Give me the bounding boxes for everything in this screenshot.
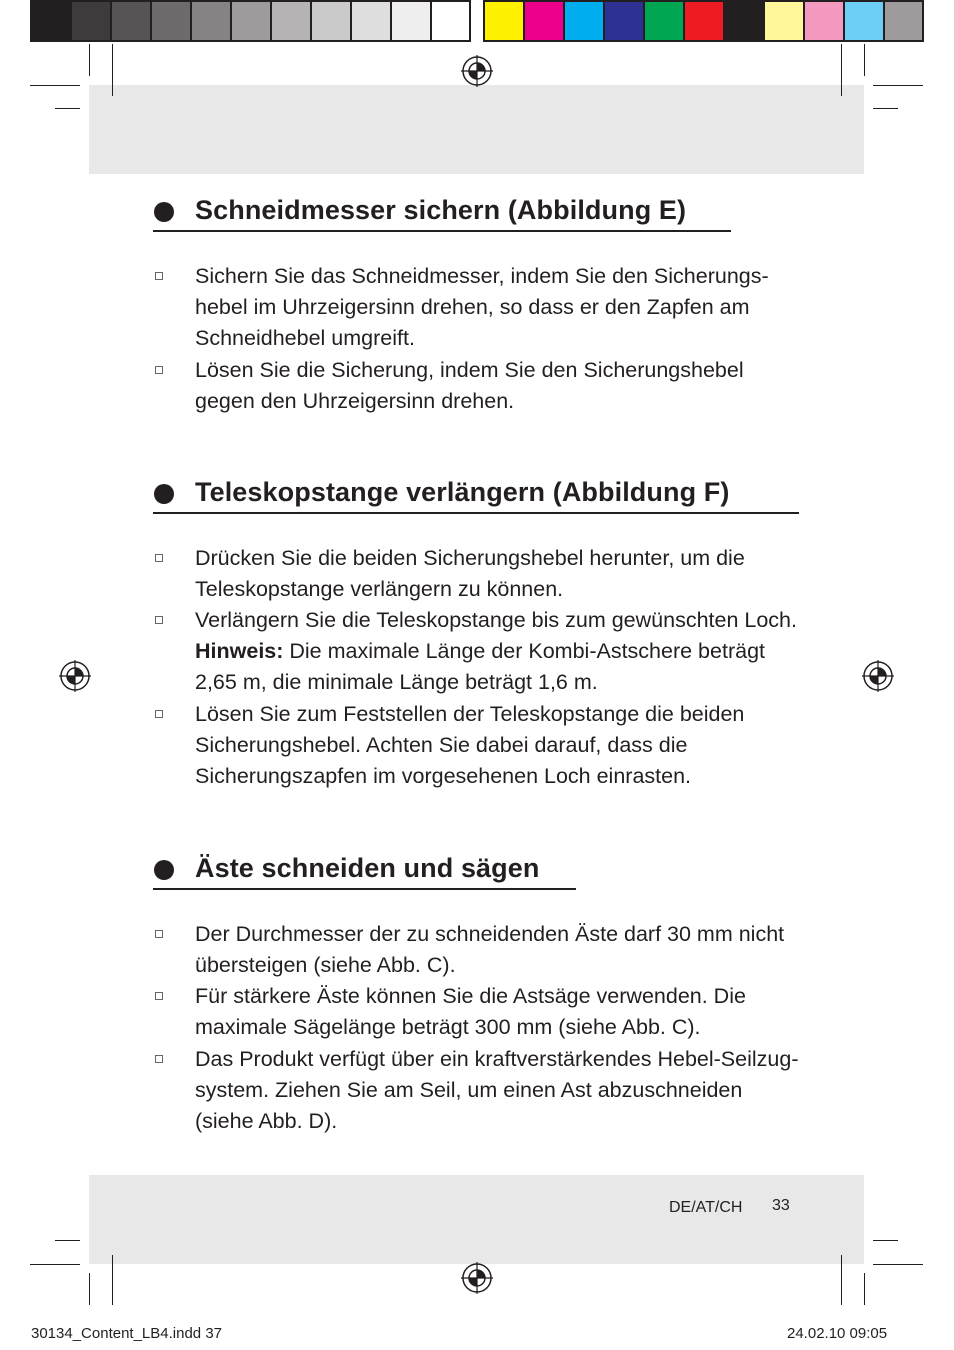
crop-mark (873, 85, 923, 86)
crop-mark (55, 1240, 80, 1241)
registration-mark-icon (461, 1262, 493, 1294)
process-color-bar (483, 0, 924, 42)
list-item-text: Für stärkere Äste können Sie die Astsäge verwenden. Die maximale Sägelänge beträgt 300 mm (siehe Abb. C). (195, 984, 746, 1040)
list-item-text: Der Durchmesser der zu schneidenden Äste darf 30 mm nicht übersteigen (siehe Abb. C). (195, 922, 785, 978)
gray-swatch (192, 2, 232, 40)
crop-mark (873, 1240, 898, 1241)
gray-swatch (312, 2, 352, 40)
header-band (89, 85, 864, 174)
grayscale-color-bar (30, 0, 471, 42)
magenta-swatch (525, 2, 565, 40)
section-title: Teleskopstange verlängern (Abbildung F) (195, 477, 730, 507)
checkbox-bullet-icon (155, 992, 163, 1000)
gray-swatch (72, 2, 112, 40)
crop-mark (30, 1264, 80, 1265)
crop-mark (841, 44, 842, 96)
black-swatch (725, 2, 765, 40)
slug-filename: 30134_Content_LB4.indd 37 (31, 1325, 223, 1342)
bullet-dot-icon (154, 484, 174, 504)
crop-mark (864, 44, 865, 76)
section-title: Schneidmesser sichern (Abbildung E) (195, 195, 687, 225)
note-text: Die maximale Länge der Kombi-Astschere beträgt 2,65 m, die minimale Länge beträgt 1,6 m. (195, 639, 765, 695)
crop-mark (30, 85, 80, 86)
heading-underline (153, 230, 731, 232)
list-item-text: Lösen Sie die Sicherung, indem Sie den Sicherungshebel gegen den Uhrzeigersinn drehen. (195, 358, 744, 414)
heading-underline (153, 888, 576, 890)
crop-mark (873, 1264, 923, 1265)
red-swatch (685, 2, 725, 40)
list-item-text: Lösen Sie zum Feststellen der Teleskopstange die beiden Sicherungshebel. Achten Sie dabei darauf, dass die Sicherungszapfen im vorgesehenen Loch einrasten. (195, 702, 745, 789)
checkbox-bullet-icon (155, 366, 163, 374)
crop-mark (841, 1255, 842, 1305)
registration-mark-icon (461, 55, 493, 87)
crop-mark (873, 108, 898, 109)
registration-mark-icon (862, 660, 894, 692)
section-title: Äste schneiden und sägen (195, 853, 540, 883)
crop-mark (112, 1255, 113, 1305)
crop-mark (55, 108, 80, 109)
crop-mark (89, 44, 90, 76)
gray-swatch (152, 2, 192, 40)
light-magenta-swatch (805, 2, 845, 40)
checkbox-bullet-icon (155, 930, 163, 938)
checkbox-bullet-icon (155, 616, 163, 624)
yellow-swatch (485, 2, 525, 40)
crop-mark (864, 1273, 865, 1305)
crop-mark (89, 1273, 90, 1305)
checkbox-bullet-icon (155, 554, 163, 562)
gray-swatch (272, 2, 312, 40)
checkbox-bullet-icon (155, 1055, 163, 1063)
cyan-swatch (565, 2, 605, 40)
list-item-text (195, 605, 815, 699)
blue-swatch (605, 2, 645, 40)
list-item-text-main: Verlängern Sie die Teleskopstange bis zum gewünschten Loch. (195, 608, 797, 632)
footer-band (89, 1175, 864, 1264)
bullet-dot-icon (154, 202, 174, 222)
list-item-text: Sichern Sie das Schneidmesser, indem Sie den Sicherungs- hebel im Uhrzeigersinn drehen, so dass er den Zapfen am Schneidhebel umgreift. (195, 264, 769, 351)
page-number: 33 (772, 1197, 790, 1214)
gray-swatch (885, 2, 922, 40)
bullet-dot-icon (154, 860, 174, 880)
light-cyan-swatch (845, 2, 885, 40)
gray-swatch (432, 2, 469, 40)
heading-underline (153, 512, 799, 514)
green-swatch (645, 2, 685, 40)
light-yellow-swatch (765, 2, 805, 40)
registration-mark-icon (59, 660, 91, 692)
note-label: Hinweis: (195, 639, 284, 664)
checkbox-bullet-icon (155, 710, 163, 718)
gray-swatch (32, 2, 72, 40)
list-item-text: Drücken Sie die beiden Sicherungshebel herunter, um die Teleskopstange verlängern zu können. (195, 546, 745, 602)
gray-swatch (232, 2, 272, 40)
crop-mark (112, 44, 113, 96)
language-code: DE/AT/CH (669, 1199, 743, 1216)
slug-timestamp: 24.02.10 09:05 (787, 1325, 888, 1342)
gray-swatch (352, 2, 392, 40)
gray-swatch (392, 2, 432, 40)
list-item-text: Das Produkt verfügt über ein kraftverstärkendes Hebel-Seilzug- system. Ziehen Sie am Seil, um einen Ast abzuschneiden (siehe Abb. D). (195, 1047, 799, 1134)
checkbox-bullet-icon (155, 272, 163, 280)
gray-swatch (112, 2, 152, 40)
